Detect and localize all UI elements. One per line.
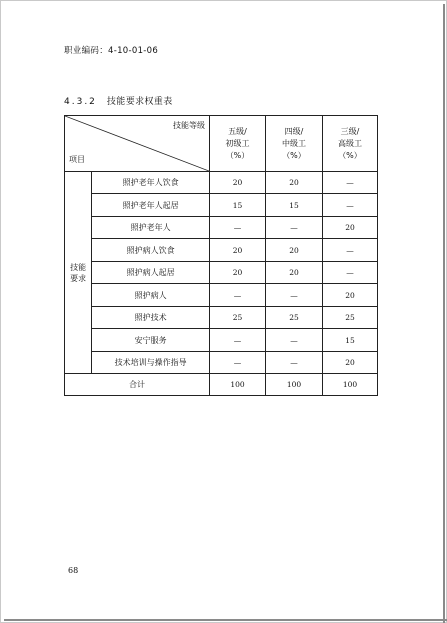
value-cell: 20 xyxy=(323,284,378,307)
value-cell: 20 xyxy=(210,262,266,284)
total-label: 合计 xyxy=(65,374,210,396)
table-row xyxy=(65,217,378,239)
item-cell: 安宁服务 xyxy=(92,329,210,352)
item-cell: 照护老年人饮食 xyxy=(92,172,210,194)
value-cell: 20 xyxy=(266,239,323,262)
value-cell: — xyxy=(210,352,266,374)
diagonal-header-cell xyxy=(65,116,210,172)
page-shadow-right xyxy=(443,4,445,623)
total-value: 100 xyxy=(266,374,323,396)
item-cell: 照护病人起居 xyxy=(92,262,210,284)
value-cell: — xyxy=(323,194,378,217)
value-cell: — xyxy=(266,217,323,239)
total-value: 100 xyxy=(323,374,378,396)
header-skill-level: 技能等级 xyxy=(173,121,205,130)
table-row xyxy=(65,172,378,194)
table-row xyxy=(65,194,378,217)
table-row xyxy=(65,284,378,307)
table-row xyxy=(65,307,378,329)
value-cell: — xyxy=(323,262,378,284)
page-number: 68 xyxy=(68,566,79,575)
table-header-row xyxy=(65,116,378,172)
value-cell: 25 xyxy=(323,307,378,329)
value-cell: 20 xyxy=(266,262,323,284)
value-cell: — xyxy=(266,352,323,374)
item-cell: 照护病人 xyxy=(92,284,210,307)
value-cell: — xyxy=(210,329,266,352)
section-title: 技能要求权重表 xyxy=(106,97,173,107)
section-number: 4.3.2 xyxy=(64,97,97,107)
table-row xyxy=(65,329,378,352)
table-row xyxy=(65,239,378,262)
value-cell: 15 xyxy=(210,194,266,217)
value-cell: 20 xyxy=(210,239,266,262)
value-cell: 20 xyxy=(210,172,266,194)
table-row xyxy=(65,352,378,374)
value-cell: — xyxy=(210,217,266,239)
level-header-3: 三级/ 高级工 （%） xyxy=(323,116,378,172)
item-cell: 照护技术 xyxy=(92,307,210,329)
value-cell: — xyxy=(266,284,323,307)
value-cell: — xyxy=(323,239,378,262)
skill-weight-table xyxy=(64,115,378,396)
occupation-code: 职业编码：4-10-01-06 xyxy=(64,46,159,56)
level-header-5: 五级/ 初级工 （%） xyxy=(210,116,266,172)
value-cell: 25 xyxy=(210,307,266,329)
value-cell: — xyxy=(210,284,266,307)
table-row xyxy=(65,262,378,284)
value-cell: 20 xyxy=(323,217,378,239)
level-header-4: 四级/ 中级工 （%） xyxy=(266,116,323,172)
header-item: 项目 xyxy=(69,155,85,164)
value-cell: 15 xyxy=(266,194,323,217)
category-cell: 技能 要求 xyxy=(65,172,92,374)
item-cell: 照护病人饮食 xyxy=(92,239,210,262)
value-cell: 20 xyxy=(266,172,323,194)
total-row xyxy=(65,374,378,396)
value-cell: 15 xyxy=(323,329,378,352)
value-cell: — xyxy=(323,172,378,194)
total-value: 100 xyxy=(210,374,266,396)
item-cell: 技术培训与操作指导 xyxy=(92,352,210,374)
item-cell: 照护老年人 xyxy=(92,217,210,239)
page-shadow-bottom xyxy=(4,619,447,621)
section-heading xyxy=(64,94,173,107)
value-cell: 25 xyxy=(266,307,323,329)
value-cell: 20 xyxy=(323,352,378,374)
value-cell: — xyxy=(266,329,323,352)
item-cell: 照护老年人起居 xyxy=(92,194,210,217)
